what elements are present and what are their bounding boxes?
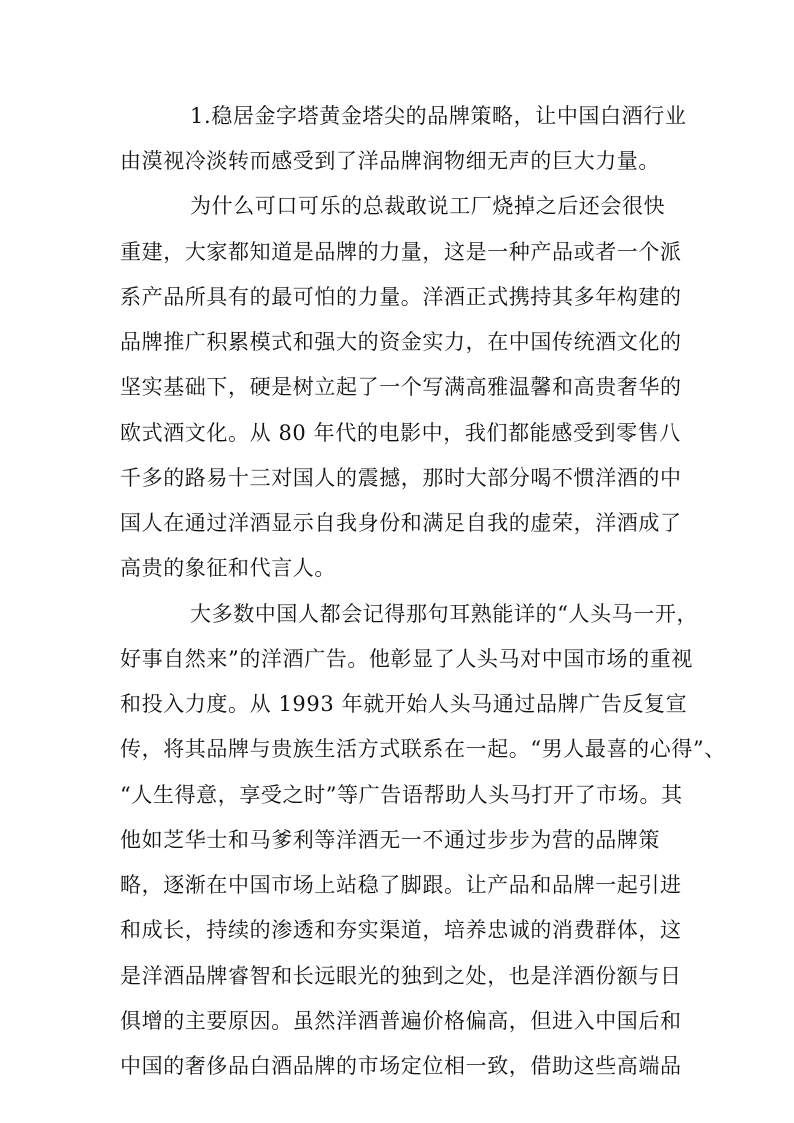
text-line-15: 传，将其品牌与贵族生活方式联系在一起。“男人最喜的心得”、 [120, 737, 726, 761]
text-line-10: 国人在通过洋酒显示自我身份和满足自我的虚荣，洋酒成了 [120, 511, 682, 535]
text-line-2: 由漠视冷淡转而感受到了洋品牌润物细无声的巨大力量。 [120, 149, 660, 173]
text-line-6: 品牌推广积累模式和强大的资金实力，在中国传统酒文化的 [120, 330, 682, 354]
text-line-4: 重建，大家都知道是品牌的力量，这是一种产品或者一个派 [120, 240, 682, 264]
text-line-21: 俱增的主要原因。虽然洋酒普遍价格偏高，但进入中国后和 [120, 1009, 682, 1033]
text-line-1: 1.稳居金字塔黄金塔尖的品牌策略，让中国白酒行业 [190, 104, 687, 128]
text-line-12: 大多数中国人都会记得那句耳熟能详的“人头马一开， [190, 602, 699, 626]
text-line-11: 高贵的象征和代言人。 [120, 556, 336, 580]
text-line-3: 为什么可口可乐的总裁敢说工厂烧掉之后还会很快 [190, 194, 666, 218]
text-line-8: 欧式酒文化。从 80 年代的电影中，我们都能感受到零售八 [120, 421, 681, 445]
text-line-17: 他如芝华士和马爹利等洋酒无一不通过步步为营的品牌策 [120, 828, 660, 852]
text-line-19: 和成长，持续的渗透和夯实渠道，培养忠诚的消费群体，这 [120, 918, 682, 942]
text-line-7: 坚实基础下，硬是树立起了一个写满高雅温馨和高贵奢华的 [120, 375, 682, 399]
text-line-20: 是洋酒品牌睿智和长远眼光的独到之处，也是洋酒份额与日 [120, 964, 682, 988]
text-line-22: 中国的奢侈品白酒品牌的市场定位相一致，借助这些高端品 [120, 1054, 682, 1078]
text-line-9: 千多的路易十三对国人的震撼，那时大部分喝不惯洋酒的中 [120, 466, 682, 490]
text-line-14: 和投入力度。从 1993 年就开始人头马通过品牌广告反复宣 [120, 692, 688, 716]
text-line-13: 好事自然来”的洋酒广告。他彰显了人头马对中国市场的重视 [120, 647, 693, 671]
text-line-18: 略，逐渐在中国市场上站稳了脚跟。让产品和品牌一起引进 [120, 873, 682, 897]
text-line-5: 系产品所具有的最可怕的力量。洋酒正式携持其多年构建的 [120, 285, 682, 309]
text-line-16: “人生得意，享受之时”等广告语帮助人头马打开了市场。其 [120, 783, 683, 807]
